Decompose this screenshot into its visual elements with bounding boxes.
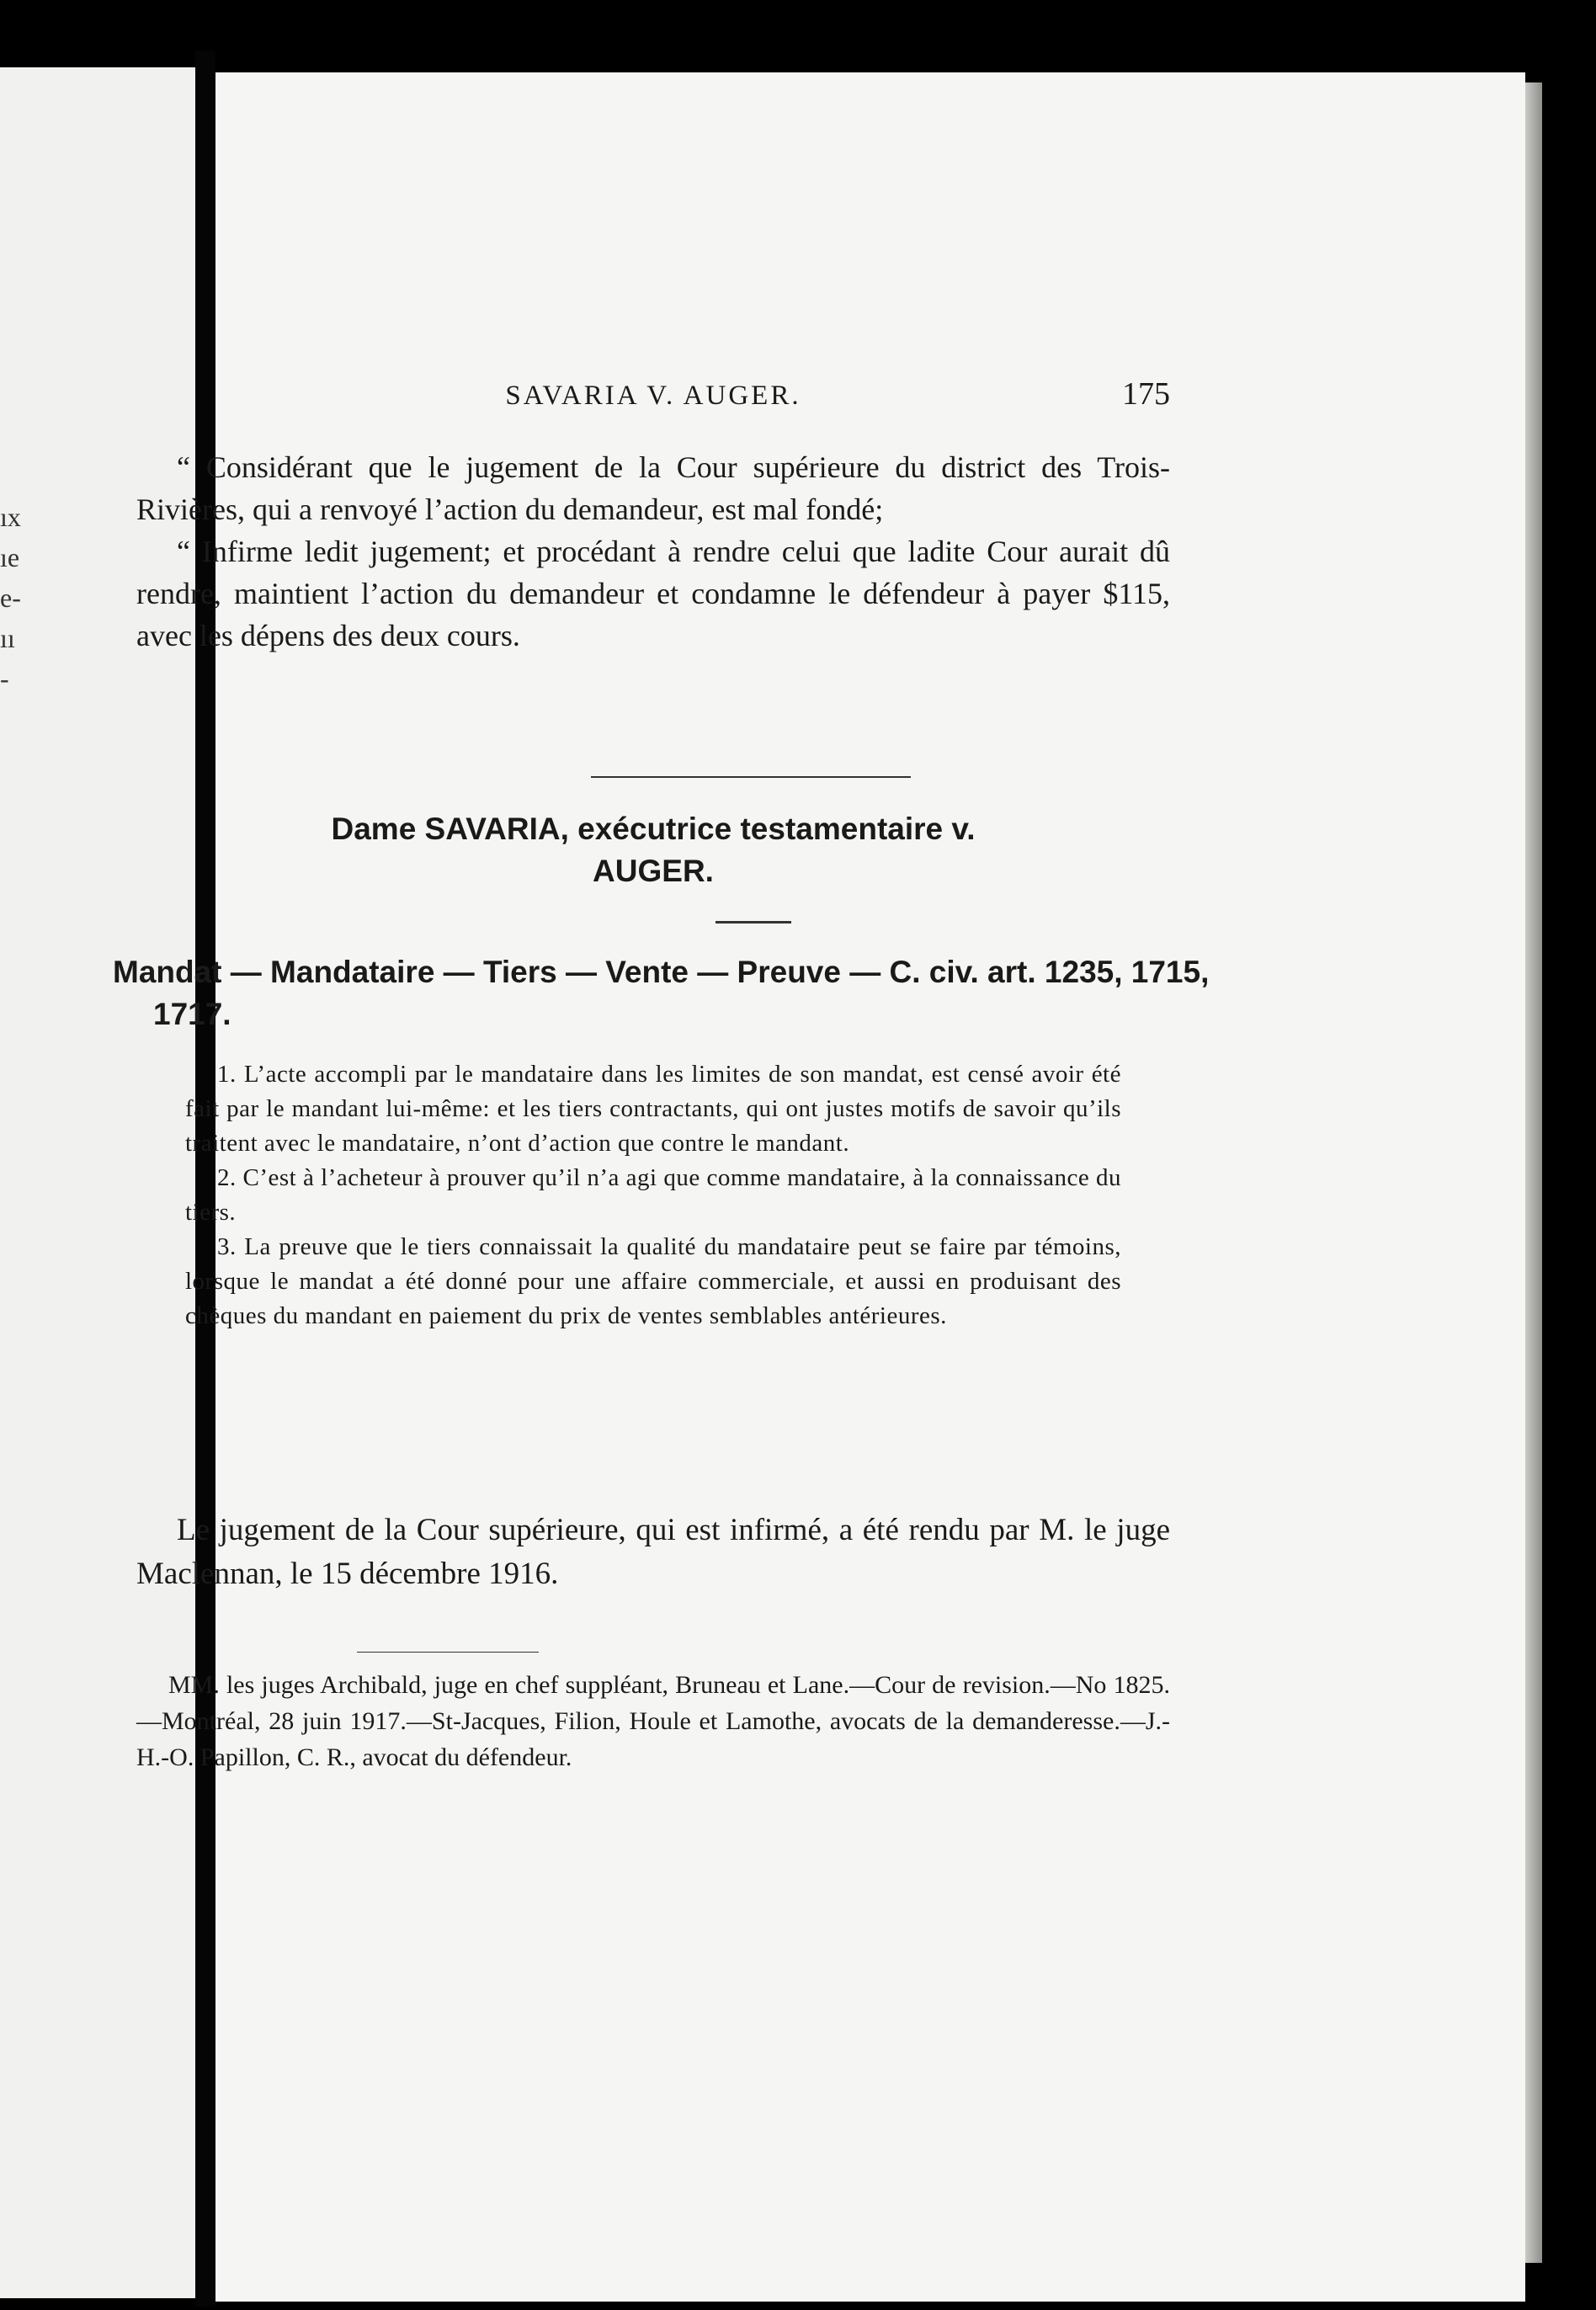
footnote-text: MM. les juges Archibald, juge en chef suppléant, Bruneau et Lane.—Cour de revision.—No 1825.—Montréal, 28 juin 1917.—St-Jacques, Filion, Houle et Lamothe, avocats de la demanderesse.—J.-H.-O. Papillon, C. R., avocat du défendeur. [136,1671,1170,1771]
opening-text [136,446,1170,657]
case-title [136,808,1170,892]
paragraph-judgment: Le jugement de la Cour supérieure, qui est infirmé, a été rendu par M. le juge Maclennan, le 15 décembre 1916. [136,1513,1170,1591]
case-title-line: Dame SAVARIA, exécutrice testamentaire v. [331,812,976,846]
footnote-rule [357,1652,539,1653]
left-fragment: ıx [0,502,21,532]
page-header [136,370,1170,421]
summary-point: 3. La preuve que le tiers connaissait la qualité du mandataire peut se faire par témoins, lorsque le mandat a été donné pour une affaire commerciale, et aussi en produisant des chèques du mandant en paiement du prix de ventes semblables antérieures. [185,1233,1121,1329]
summary [185,1057,1121,1333]
left-fragment: - [0,663,9,694]
page-number: 175 [1122,376,1170,412]
left-fragment: ıe [0,542,20,572]
judgment-text [136,1509,1170,1596]
running-title: SAVARIA V. AUGER. [505,381,801,411]
title-underline [716,921,791,923]
page-edge-shadow [1525,82,1542,2263]
headnote: Mandat — Mandataire — Tiers — Vente — Preuve — C. civ. art. 1235, 1715, 1717. [113,955,1210,1031]
case-title-line: AUGER. [593,854,714,888]
summary-point: 1. L’acte accompli par le mandataire dans les limites de son mandat, est censé avoir été fait par le mandant lui-même: et les tiers contractants, qui ont justes motifs de savoir qu’ils traitent avec le mandataire, n’ont d’action que contre le mandant. [185,1061,1121,1157]
left-fragment: e- [0,583,21,613]
paragraph-considerant: “ Considérant que le jugement de la Cour supérieure du district des Trois-Rivières, qui a renvoyé l’action du demandeur, est mal fondé; [136,450,1170,526]
footnote [136,1667,1170,1775]
summary-point: 2. C’est à l’acheteur à prouver qu’il n’a agi que comme mandataire, à la connaissance du tiers. [185,1164,1121,1226]
section-divider [591,776,911,778]
left-page-text-fragments [0,497,21,699]
left-fragment: ıı [0,623,15,653]
paragraph-infirme: “ Infirme ledit jugement; et procédant à rendre celui que ladite Cour aurait dû rendre, maintient l’action du demandeur et condamne le défendeur à payer $115, avec les dépens des deux cours. [136,535,1170,652]
